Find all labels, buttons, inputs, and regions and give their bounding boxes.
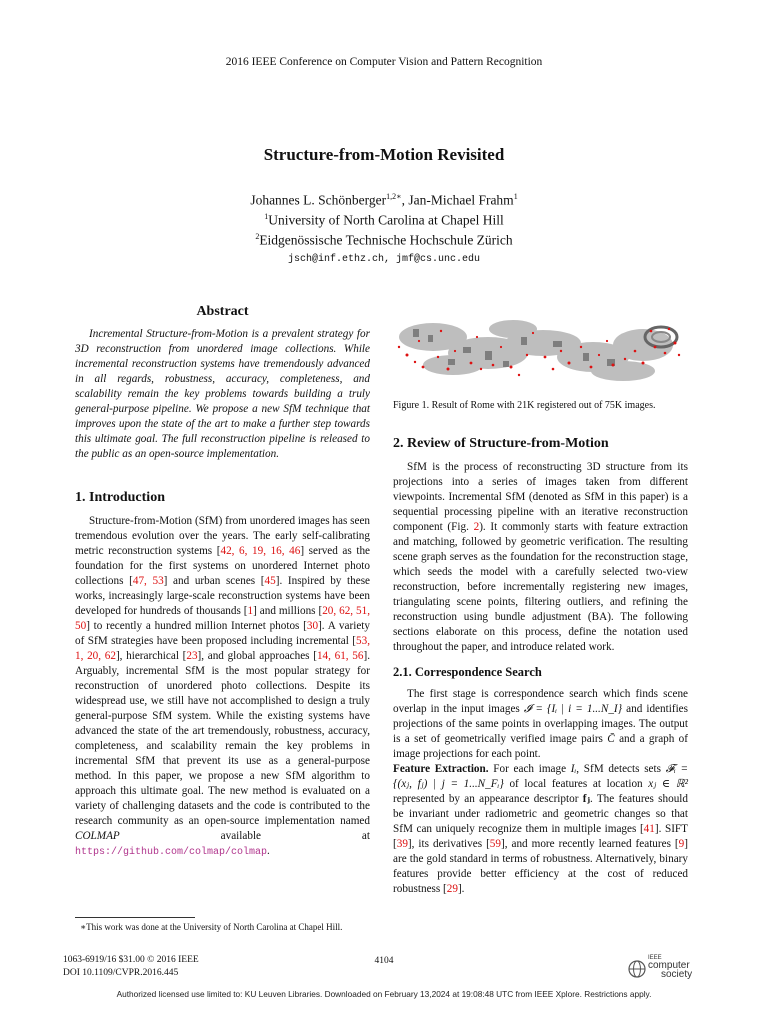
logo-society: society (661, 969, 693, 980)
figure-ref-link[interactable]: 2 (473, 521, 480, 533)
citation-link[interactable]: 9 (678, 838, 685, 850)
globe-icon (628, 960, 646, 978)
citation-link[interactable]: 23 (186, 650, 198, 662)
citation-link[interactable]: 53, 1, 20, 62 (75, 635, 370, 662)
page-number: 4104 (374, 956, 394, 966)
math-pairs: C̄ (607, 733, 615, 745)
intro-heading: 1. Introduction (75, 490, 165, 505)
math-location: xⱼ ∈ ℝ² (648, 778, 689, 790)
left-column (75, 304, 370, 860)
authors (0, 192, 768, 209)
aff-1-text: University of North Carolina at Chapel Hill (268, 212, 504, 228)
license-notice: Authorized licensed use limited to: KU Leuven Libraries. Downloaded on February 13,2024 at 19:08:48 UTC from IEEE Xplore. Restrictions apply. (116, 989, 652, 999)
citation-link[interactable]: 45 (264, 575, 276, 587)
math-feature-set: 𝓕ᵢ = {(xⱼ, fⱼ) | j = 1...N_Fᵢ} (393, 763, 688, 790)
citation-link[interactable]: 1 (247, 605, 254, 617)
affiliation-1 (0, 212, 768, 229)
figure-1-image (393, 307, 688, 389)
aff-1-sup: 1 (264, 212, 269, 221)
colmap-name: COLMAP (75, 830, 120, 842)
footnote: ∗This work was done at the University of North Carolina at Chapel Hill. (80, 922, 343, 932)
author-emails: jsch@inf.ethz.ch, jmf@cs.unc.edu (287, 254, 481, 265)
math-image: Iᵢ (570, 763, 577, 775)
rome-reconstruction-graphic (393, 307, 688, 389)
aff-2-sup: 2 (255, 232, 260, 241)
correspondence-heading: 2.1. Correspondence Search (393, 665, 542, 679)
citation-link[interactable]: 20, 62, 51, 50 (75, 605, 371, 632)
author-2-sup: 1 (513, 192, 518, 201)
abstract-heading: Abstract (196, 304, 249, 319)
author-1: Johannes L. Schönberger (250, 192, 387, 208)
math-image-set: 𝓘 = {Iᵢ | i = 1...N_I} (523, 703, 623, 715)
math-descriptor: fⱼ (582, 793, 590, 805)
figure-1-caption: Figure 1. Result of Rome with 21K registered out of 75K images. (393, 400, 656, 411)
citation-link[interactable]: 47, 53 (132, 575, 164, 587)
citation-link[interactable]: 42, 6, 19, 16, 46 (220, 545, 301, 557)
logo-ieee: IEEE (648, 955, 662, 961)
issn: 1063-6919/16 $31.00 © 2016 IEEE (63, 955, 199, 965)
correspondence-paragraph: The first stage is correspondence search which finds scene overlap in the input images 𝓘 = {Iᵢ | i = 1...N_I} and identifies projections of the same points in overlapping images. The output is a set of geometrically verified image pairs C̄ and a graph of image projections for each point. (393, 688, 688, 760)
author-2: , Jan-Michael Frahm (401, 192, 514, 208)
github-link[interactable]: https://github.com/colmap/colmap (75, 847, 268, 858)
intro-paragraph: Structure-from-Motion (SfM) from unordered images has seen tremendous evolution over the years. The early self-calibrating metric reconstruction systems [42, 6, 19, 16, 46] served as the foundation for the first systems on unordered Internet photo collections [47, 53] and urban scenes [45]. Inspired by these works, increasingly large-scale reconstruction systems have been developed for hundreds of thousands [1] and millions [20, 62, 51, 50] to recently a hundred million Internet photos [30]. A variety of SfM strategies have been proposed including incremental [53, 1, 20, 62], hierarchical [23], and global approaches [14, 61, 56]. Arguably, incremental SfM is the most popular strategy for reconstruction of unordered photo collections. Despite its widespread use, we still have not accomplished to design a truly general-purpose SfM system. While the existing systems have advanced the state of the art tremendously, robustness, accuracy, completeness, and scalability remain the key problems in incremental SfM that prevent its use as a general-purpose method. In this paper, we propose a new SfM algorithm to approach this ultimate goal. The new method is evaluated on a variety of challenging datasets and the code is contributed to the research community as an open-source implementation named COLMAP available at https://github.com/colmap/colmap. (75, 515, 371, 858)
aff-2-text: Eidgenössische Technische Hochschule Zürich (259, 232, 513, 248)
citation-link[interactable]: 59 (489, 838, 501, 850)
citation-link[interactable]: 29 (446, 883, 458, 895)
paper-title: Structure-from-Motion Revisited (263, 145, 505, 164)
footnote-rule (75, 917, 195, 918)
right-column (393, 436, 688, 897)
citation-link[interactable]: 14, 61, 56 (316, 650, 364, 662)
doi: DOI 10.1109/CVPR.2016.445 (63, 968, 179, 978)
feature-extraction-paragraph: Feature Extraction. For each image Iᵢ, SfM detects sets 𝓕ᵢ = {(xⱼ, fⱼ) | j = 1...N_Fᵢ} of local features at location xⱼ ∈ ℝ² represented by an appearance descriptor fⱼ. The features should be invariant under radiometric and geometric changes so that SfM can uniquely recognize them in multiple images [41]. SIFT [39], its derivatives [59], and more recently learned features [9] are the gold standard in terms of robustness. Alternatively, binary features provide better efficiency at the cost of reduced robustness [29]. (393, 763, 689, 895)
logo-computer: computer (648, 960, 690, 971)
conference-header: 2016 IEEE Conference on Computer Vision and Pattern Recognition (225, 56, 543, 68)
citation-link[interactable]: 41 (643, 823, 655, 835)
review-paragraph: SfM is the process of reconstructing 3D structure from its projections into a series of images taken from different viewpoints. Incremental SfM (denoted as SfM in this paper) is a sequential processing pipeline with an iterative reconstruction component (Fig. 2). It commonly starts with feature extraction and matching, followed by geometric verification. The resulting scene graph serves as the foundation for the reconstruction stage, which seeds the model with a carefully selected two-view reconstruction, before incrementally registering new images, triangulating scene points, filtering outliers, and refining the reconstruction using bundle adjustment (BA). The following sections elaborate on this process, define the notation used throughout the paper, and introduce related work. (393, 461, 688, 653)
feature-extraction-label: Feature Extraction. (393, 763, 489, 775)
affiliation-2 (0, 232, 768, 249)
review-heading: 2. Review of Structure-from-Motion (393, 436, 609, 451)
abstract-text: Incremental Structure-from-Motion is a prevalent strategy for 3D reconstruction from unordered image collections. While incremental reconstruction systems have tremendously advanced in all regards, robustness, accuracy, completeness, and scalability remain the key problems towards building a truly general-purpose pipeline. We propose a new SfM technique that improves upon the state of the art to make a further step towards this ultimate goal. The full reconstruction pipeline is released to the public as an open-source implementation. (75, 328, 370, 460)
citation-link[interactable]: 30 (306, 620, 319, 632)
author-1-sup: 1,2∗ (386, 192, 402, 201)
citation-link[interactable]: 39 (396, 838, 408, 850)
computer-society-logo (628, 955, 694, 981)
